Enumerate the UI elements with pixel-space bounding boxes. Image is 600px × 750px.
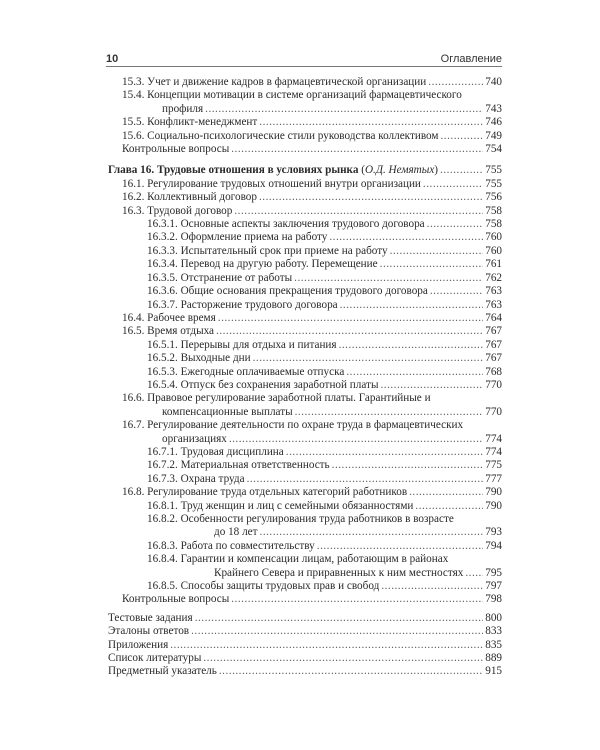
toc-entry[interactable] (108, 580, 502, 593)
toc-entry[interactable] (108, 325, 502, 338)
toc-entry[interactable] (108, 178, 502, 191)
entry-title: Предметный указатель (108, 665, 217, 678)
entry-title: 16.7.3. Охрана труда (147, 472, 245, 485)
dot-leader (231, 143, 483, 156)
dot-leader (339, 339, 484, 352)
entry-title: 16.7.2. Материальная ответственность (147, 459, 330, 472)
section-title: Оглавление (440, 53, 502, 65)
toc-entry[interactable] (108, 639, 502, 652)
toc-entry[interactable] (108, 312, 502, 325)
entry-title: 16.5.1. Перерывы для отдыха и питания (147, 338, 337, 351)
entry-page-number: 763 (485, 285, 502, 298)
entry-page-number: 774 (485, 445, 502, 458)
toc-entry[interactable] (108, 446, 502, 459)
entry-page-number: 767 (485, 352, 502, 365)
entry-title: 16.3.4. Перевод на другую работу. Перемещение (147, 258, 378, 271)
dot-leader (380, 258, 484, 271)
entry-title: организациях (162, 432, 227, 445)
toc-entry[interactable] (108, 191, 502, 204)
toc-entry[interactable] (108, 130, 502, 143)
entry-title: 16.3.3. Испытательный срок при приеме на работу (147, 244, 388, 257)
dot-leader (346, 366, 483, 379)
entry-page-number: 754 (485, 143, 502, 156)
entry-page-number: 793 (485, 526, 502, 539)
toc-entry[interactable] (108, 392, 502, 419)
entry-title: 16.8.2. Особенности регулирования труда работников в возрасте (147, 513, 454, 525)
entry-page-number: 749 (485, 129, 502, 142)
dot-leader (415, 500, 483, 513)
entry-page-number: 763 (485, 298, 502, 311)
toc-entry[interactable] (108, 76, 502, 89)
entry-page-number: 768 (485, 365, 502, 378)
entry-title: 15.3. Учет и движение кадров в фармацевтической организации (122, 76, 427, 88)
entry-title: 16.3.1. Основные аспекты заключения трудового договора (147, 218, 425, 231)
dot-leader (218, 312, 483, 325)
entry-page-number: 762 (485, 271, 502, 284)
dot-leader (440, 164, 483, 177)
toc-entry[interactable] (108, 500, 502, 513)
entry-title: 15.6. Социально-психологические стили руководства коллективом (122, 129, 439, 142)
entry-page-number: 764 (485, 311, 502, 324)
toc-entry[interactable] (108, 473, 502, 486)
entry-page-number: 889 (485, 652, 502, 665)
entry-page-number: 774 (485, 432, 502, 445)
toc-entry[interactable] (108, 553, 502, 580)
entry-page-number: 755 (485, 177, 502, 190)
dot-leader (247, 473, 484, 486)
entry-page-number: 743 (485, 102, 502, 115)
dot-leader (191, 625, 483, 638)
entry-title: 16.7. Регулирование деятельности по охране труда в фармацевтических (122, 419, 464, 432)
entry-title: 16.6. Правовое регулирование заработной платы. Гарантийные и (122, 392, 431, 405)
entry-title: Крайнего Севера и приравненных к ним местностях (214, 566, 464, 579)
entry-title: Тестовые задания (108, 611, 193, 624)
dot-leader (286, 446, 483, 459)
toc-entry[interactable] (108, 339, 502, 352)
toc-entry[interactable] (108, 299, 502, 312)
entry-title: 16.8. Регулирование труда отдельных категорий работников (122, 486, 408, 499)
entry-title: Приложения (108, 638, 169, 651)
entry-title: 16.3.7. Расторжение трудового договора (147, 298, 338, 311)
entry-page-number: 756 (485, 191, 502, 204)
toc-entry[interactable] (108, 665, 502, 678)
dot-leader (260, 526, 484, 539)
entry-title: 16.5. Время отдыха (122, 325, 215, 338)
dot-leader (205, 103, 483, 116)
entry-title: 16.5.4. Отпуск без сохранения заработной платы (147, 378, 379, 391)
dot-leader (259, 191, 483, 204)
entry-title: Список литературы (108, 652, 202, 665)
entry-page-number: 761 (485, 258, 502, 271)
toc-entry[interactable] (108, 612, 502, 625)
entry-title: 16.8.4. Гарантии и компенсации лицам, работающим в районах (147, 553, 449, 566)
dot-leader (441, 130, 484, 143)
entry-title: Глава 16. Трудовые отношения в условиях рынка (108, 164, 359, 177)
dot-leader (430, 285, 483, 298)
toc-entry[interactable] (108, 272, 502, 285)
entry-title: 16.2. Коллективный договор (122, 191, 257, 204)
toc-entry[interactable] (108, 379, 502, 392)
dot-leader (381, 580, 483, 593)
entry-page-number: 770 (485, 378, 502, 391)
toc-entry[interactable] (108, 89, 502, 116)
dot-leader (216, 325, 483, 338)
dot-leader (423, 178, 483, 191)
toc-entry[interactable] (108, 459, 502, 472)
toc-entry[interactable] (108, 231, 502, 244)
dot-leader (427, 218, 484, 231)
entry-title: 16.5.3. Ежегодные оплачиваемые отпуска (147, 365, 345, 378)
entry-page-number: 758 (485, 204, 502, 217)
entry-title: 16.4. Рабочее время (122, 311, 216, 324)
toc-entry[interactable] (108, 513, 502, 540)
dot-leader (409, 486, 483, 499)
spacer (108, 156, 502, 164)
dot-leader (234, 205, 483, 218)
entry-page-number: 760 (485, 231, 502, 244)
entry-title: 16.8.3. Работа по совместительству (147, 539, 315, 552)
toc-entry[interactable] (108, 352, 502, 365)
toc-entry[interactable] (108, 366, 502, 379)
toc-entry[interactable] (108, 419, 502, 446)
entry-title: 16.3. Трудовой договор (122, 204, 233, 217)
entry-page-number: 746 (485, 116, 502, 129)
entry-page-number: 740 (485, 76, 502, 88)
toc-entry[interactable] (108, 486, 502, 499)
entry-page-number: 767 (485, 325, 502, 338)
entry-title: Контрольные вопросы (122, 593, 230, 606)
entry-page-number: 767 (485, 338, 502, 351)
dot-leader (380, 379, 483, 392)
entry-page-number: 760 (485, 244, 502, 257)
toc-entry[interactable] (108, 205, 502, 218)
dot-leader (340, 299, 484, 312)
page-number: 10 (106, 53, 119, 65)
entry-title: профиля (162, 102, 204, 115)
toc-entry[interactable] (108, 593, 502, 606)
toc-entry[interactable] (108, 258, 502, 271)
dot-leader (295, 406, 484, 419)
entry-page-number: 800 (485, 611, 502, 624)
dot-leader (317, 540, 483, 553)
entry-page-number: 790 (485, 486, 502, 499)
dot-leader (253, 352, 484, 365)
entry-page-number: 795 (485, 566, 502, 579)
entry-title: 16.5.2. Выходные дни (147, 352, 251, 365)
running-header (106, 49, 502, 65)
entry-page-number: 794 (485, 539, 502, 552)
toc-entry[interactable] (108, 218, 502, 231)
toc-entry[interactable] (108, 625, 502, 638)
entry-title: 16.1. Регулирование трудовых отношений внутри организации (122, 177, 421, 190)
entry-title: 16.8.5. Способы защиты трудовых прав и свобод (147, 580, 380, 593)
entry-title: 16.8.1. Труд женщин и лиц с семейными обязанностями (147, 499, 414, 512)
entry-page-number: 835 (485, 638, 502, 651)
dot-leader (203, 652, 483, 665)
entry-title: 16.3.2. Оформление приема на работу (147, 231, 328, 244)
entry-title: компенсационные выплаты (162, 405, 293, 418)
entry-page-number: 797 (485, 580, 502, 593)
dot-leader (170, 639, 483, 652)
dot-leader (294, 272, 483, 285)
table-of-contents (108, 76, 502, 679)
toc-entry[interactable] (108, 652, 502, 665)
entry-page-number: 915 (485, 665, 502, 678)
entry-title: 15.5. Конфликт-менеджмент (122, 116, 258, 129)
header-rule (106, 66, 502, 67)
entry-page-number: 790 (485, 499, 502, 512)
entry-page-number: 833 (485, 625, 502, 638)
dot-leader (332, 459, 484, 472)
entry-title: 16.3.5. Отстранение от работы (147, 271, 293, 284)
toc-entry[interactable] (108, 245, 502, 258)
entry-page-number: 798 (485, 593, 502, 606)
toc-entry[interactable] (108, 116, 502, 129)
dot-leader (428, 76, 483, 89)
dot-leader (229, 433, 483, 446)
toc-entry[interactable] (108, 143, 502, 156)
entry-title: Эталоны ответов (108, 625, 190, 638)
toc-chapter-entry[interactable]: Глава 16. Трудовые отношения в условиях рынка (О.Д. Немятых) ..... 755 (108, 164, 502, 177)
entry-title: 16.7.1. Трудовая дисциплина (147, 445, 284, 458)
chapter-author: О.Д. Немятых (364, 164, 435, 177)
entry-page-number: 770 (485, 405, 502, 418)
dot-leader (231, 593, 483, 606)
toc-entry[interactable] (108, 540, 502, 553)
dot-leader (465, 567, 483, 580)
entry-title: 15.4. Концепции мотивации в системе организаций фармацевтического (122, 89, 462, 102)
dot-leader (219, 665, 483, 678)
dot-leader (259, 116, 483, 129)
entry-page-number: 775 (485, 459, 502, 472)
entry-title: 16.3.6. Общие основания прекращения трудового договора (147, 285, 428, 298)
entry-page-number: 758 (485, 218, 502, 231)
toc-entry[interactable] (108, 285, 502, 298)
entry-page-number: 755 (485, 164, 502, 177)
dot-leader (390, 245, 484, 258)
dot-leader (329, 231, 483, 244)
entry-page-number: 777 (485, 472, 502, 485)
dot-leader (195, 612, 484, 625)
entry-title: до 18 лет (214, 526, 258, 539)
entry-title: Контрольные вопросы (122, 143, 230, 156)
